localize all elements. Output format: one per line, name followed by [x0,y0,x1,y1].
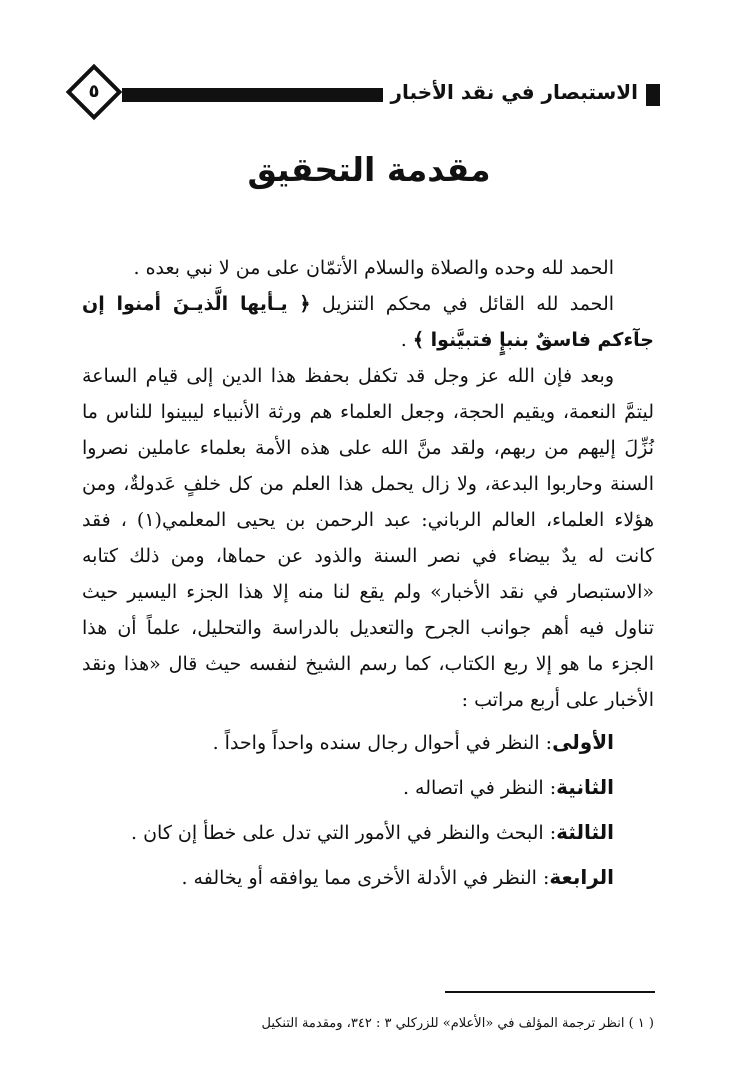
list-item [82,855,654,900]
list-item [82,720,654,765]
quran-verse: ﴿ يـأيها الَّذيـنَ أمنوا إن جآءكم فاسقٌ بنبإٍ فتبيَّنوا ﴾ [82,293,654,351]
rank-text: : النظر في الأدلة الأخرى مما يوافقه أو يخالفه . [181,867,550,889]
running-header [60,70,660,118]
rank-text: : البحث والنظر في الأمور التي تدل على خطأ إن كان . [131,822,557,844]
page-title: مقدمة التحقيق [247,150,491,189]
paragraph-quran-intro: الحمد لله القائل في محكم التنزيل [321,293,615,315]
rank-term: الرابعة [549,865,614,889]
rank-term: الثانية [556,775,614,799]
footnote-separator [445,991,655,993]
header-end-marker [646,84,660,106]
list-item [82,765,654,810]
body-text [82,250,654,900]
footnote: ( ١ ) انظر ترجمة المؤلف في «الأعلام» للزركلي ٣ : ٣٤٢، ومقدمة التنكيل [261,1016,654,1031]
paragraph-quran-end: . [400,329,407,351]
ranks-list [82,720,654,900]
paragraph-quran [82,286,654,358]
rank-term: الأولى [552,730,614,754]
paragraph-main: وبعد فإن الله عز وجل قد تكفل بحفظ هذا الدين إلى قيام الساعة ليتمَّ النعمة، ويقيم الحجة، وجعل العلماء هم ورثة الأنبياء ليبينوا للناس ما نُزِّلَ إليهم من ربهم، ولقد منَّ الله على هذه الأمة بعلماء عاملين نصروا السنة وحاربوا البدعة، ولا زال يحمل هذا العلم من كل خلفٍ عَدولةٌ، ومن هؤلاء العلماء، العالم الرباني: عبد الرحمن بن يحيى المعلمي(١) ، فقد كانت له يدٌ بيضاء في نصر السنة والذود عن حماها، ومن ذلك كتابه «الاستبصار في نقد الأخبار» ولم يقع لنا منه إلا هذا الجزء اليسير حيث تناول فيه أهم جوانب الجرح والتعديل بالدراسة والتحليل، علماً أن هذا الجزء ما هو إلا ربع الكتاب، كما رسم الشيخ لنفسه حيث قال «هذا ونقد الأخبار على أربع مراتب : [82,365,654,711]
list-item [82,810,654,855]
paragraph-praise: الحمد لله وحده والصلاة والسلام الأتمّان على من لا نبي بعده . [133,257,614,279]
rank-text: : النظر في اتصاله . [402,777,557,799]
rank-term: الثالثة [556,820,614,844]
rank-text: : النظر في أحوال رجال سنده واحداً واحداً . [212,732,553,754]
page-number: ٥ [88,81,100,102]
running-header-title: الاستبصار في نقد الأخبار [383,74,647,110]
